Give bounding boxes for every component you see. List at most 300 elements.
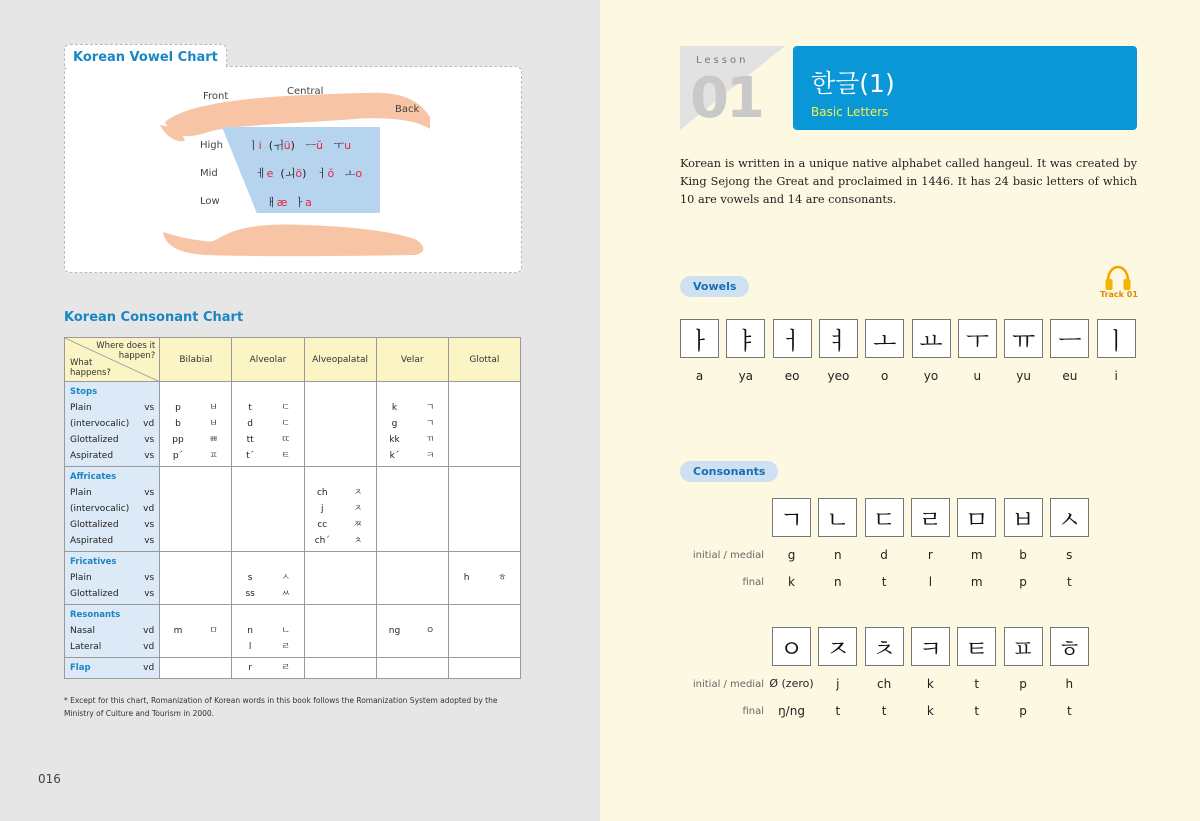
position-central: Central [287,86,324,97]
consonant-letter-box: ㅍ [1004,627,1043,666]
hangeul [484,432,520,448]
vowel-letter-box: ㅣ [1097,319,1136,358]
consonant-pair [377,485,448,501]
manner-label: Glottalized [70,520,119,530]
roman: tt [246,435,254,445]
roman [449,501,485,517]
roman: h [463,573,470,583]
vowel-romanization: eu [1062,369,1078,383]
consonant-pair [232,639,303,655]
consonant-pair [377,400,448,416]
hangeul: ㅎ [497,573,507,583]
vowel-glyph: ŭ [316,139,324,152]
height-mid: Mid [200,168,218,179]
vowel-romanization: u [973,369,982,383]
consonant-pair [160,501,231,517]
final-romanization: t [881,704,887,718]
initial-romanization: b [1019,548,1027,562]
final-label: final [742,706,764,717]
roman: p [175,403,181,413]
voicing: vs [144,536,155,546]
initial-romanization: j [836,677,840,691]
consonant-letter-box: ㄷ [865,498,904,537]
roman [160,501,196,517]
final-romanization: p [1019,575,1027,589]
vowel-letter-box: ㅠ [1004,319,1043,358]
corner-bottom-label: What happens? [70,358,111,378]
position-front: Front [203,91,229,102]
lesson-title-box [793,46,1137,130]
vowel-glyph: ㅓ [306,167,328,180]
consonant-pair [160,416,231,432]
consonant-pair [305,501,376,517]
consonant-pair [449,485,520,501]
voicing: vd [143,626,155,636]
spacer [449,607,520,623]
roman: pp [172,435,184,445]
consonant-pair [160,533,231,549]
hangeul: ㅌ [281,451,291,461]
consonant-pair [232,623,303,639]
roman [160,485,196,501]
manner-label: Plain [70,488,92,498]
place-cell [160,658,232,679]
consonant-pair [449,533,520,549]
consonant-letter-box: ㅋ [911,627,950,666]
hangeul [484,416,520,432]
consonant-pair [449,517,520,533]
vowel-glyph: ㅏ [287,196,306,209]
place-cell [448,382,520,467]
hangeul [340,639,376,655]
consonant-pair [232,586,303,602]
corner-header [65,338,160,382]
hangeul [412,639,448,655]
voicing: vd [143,642,155,652]
hangeul [340,660,376,676]
manner-label: Aspirated [70,536,114,546]
consonant-pair [232,400,303,416]
roman [377,586,413,602]
consonant-pair [377,517,448,533]
spacer [377,554,448,570]
hangeul [412,517,448,533]
consonant-pair [449,639,520,655]
manner-line [70,533,154,549]
consonant-pair [305,623,376,639]
hangeul: ㅉ [353,520,363,530]
roman [449,639,485,655]
final-romanization: p [1019,704,1027,718]
roman [449,485,485,501]
manner-line [70,623,154,639]
final-label: final [742,577,764,588]
manner-label: (intervocalic) [70,419,130,429]
consonants-label: Consonants [680,461,778,482]
initial-medial-label: initial / medial [692,679,764,690]
voicing: vs [144,589,155,599]
consonant-table [64,337,521,679]
manner-label: (intervocalic) [70,504,130,514]
roman [160,586,196,602]
vowel-glyph: e [266,167,274,180]
hangeul [484,485,520,501]
hangeul [484,400,520,416]
place-cell [232,658,304,679]
consonant-pair [377,501,448,517]
place-cell [448,467,520,552]
initial-romanization: p [1019,677,1027,691]
vowel-glyph: ㅐ [266,196,277,209]
roman [449,660,485,676]
col-alveolar: Alveolar [232,338,304,382]
voicing: vs [144,573,155,583]
consonant-pair [377,570,448,586]
manner-label: Plain [70,403,92,413]
consonant-pair [232,485,303,501]
voicing: vs [144,435,155,445]
manner-line [70,570,154,586]
vowel-letter-box: ㅜ [958,319,997,358]
vowel-glyph: ö [295,167,303,180]
intro-paragraph: Korean is written in a unique native alphabet called hangeul. It was created by King Sejong the Great and proclaimed in 1446. It has 24 basic letters of which 10 are vowels and 14 are consonants. [680,157,1137,206]
row-label-cell [65,382,160,467]
roman [160,570,196,586]
roman [449,586,485,602]
page-number: 016 [38,772,61,786]
final-romanization: k [926,704,934,718]
place-cell [304,658,376,679]
hangeul [412,660,448,676]
roman: t´ [246,451,255,461]
hangeul [412,485,448,501]
hangeul [196,570,232,586]
consonant-pair [377,533,448,549]
consonant-pair [232,660,303,676]
consonant-letter-box: ㅂ [1004,498,1043,537]
voicing: vd [143,504,155,514]
hangeul [412,586,448,602]
vowel-glyph: ㅣ [248,139,259,152]
roman [377,639,413,655]
roman [449,416,485,432]
consonant-pair [449,432,520,448]
hangeul [484,660,520,676]
vowels-label: Vowels [680,276,749,297]
place-cell [160,467,232,552]
place-cell [232,382,304,467]
spacer [377,469,448,485]
consonant-pair [305,485,376,501]
vowel-glyph: ㅟ [273,139,284,152]
roman: ss [245,589,255,599]
roman [160,533,196,549]
vowel-chart-title: Korean Vowel Chart [64,44,227,68]
col-glottal: Glottal [448,338,520,382]
place-cell [304,467,376,552]
place-cell [232,467,304,552]
height-high: High [200,140,223,151]
hangeul: ㅋ [425,451,435,461]
roman [449,517,485,533]
vowel-romanization: yu [1016,369,1031,383]
spacer [305,554,376,570]
roman [305,448,341,464]
roman [377,517,413,533]
consonant-pair [160,623,231,639]
spacer [449,554,520,570]
hangeul: ㄱ [425,419,435,429]
vowel-row-low [266,194,312,210]
hangeul: ㄷ [281,403,291,413]
vowel-letter-box: ㅛ [912,319,951,358]
roman [305,639,341,655]
row-label-cell [65,658,160,679]
hangeul [196,660,232,676]
initial-romanization: r [927,548,933,562]
manner-label: Aspirated [70,451,114,461]
roman [377,485,413,501]
voicing: vs [144,403,155,413]
consonant-pair [160,448,231,464]
consonant-pair [160,570,231,586]
vowel-glyph: ŏ [327,167,335,180]
hangeul [268,533,304,549]
place-cell [448,658,520,679]
roman: r [248,663,252,673]
consonant-pair [232,570,303,586]
voicing: vs [144,488,155,498]
roman [377,660,413,676]
hangeul: ㄲ [425,435,435,445]
place-cell [160,552,232,605]
manner-line [70,432,154,448]
group-row [65,467,521,552]
consonant-letter-box: ㄱ [772,498,811,537]
consonant-pair [305,400,376,416]
vowel-romanization: yeo [827,369,850,383]
spacer [160,384,231,400]
place-cell [232,552,304,605]
roman [377,570,413,586]
manner-label: Plain [70,573,92,583]
manner-line [70,501,154,517]
roman [305,416,341,432]
group-name: Affricates [70,472,117,482]
hangeul [484,533,520,549]
roman [449,533,485,549]
initial-romanization: n [833,548,842,562]
footnote: * Except for this chart, Romanization of Korean words in this book follows the Romanization System adopted by the Ministry of Culture and Tourism in 2000. [64,696,498,718]
vowel-letter-box: ㅡ [1050,319,1089,358]
spacer [232,554,303,570]
hangeul [340,586,376,602]
spacer [377,384,448,400]
vowel-row-mid [256,165,362,181]
roman: l [248,642,252,652]
roman [305,586,341,602]
consonant-pair [377,586,448,602]
roman: p´ [172,451,184,461]
consonant-letter-box: ㅎ [1050,627,1089,666]
vowel-letter-box: ㅕ [819,319,858,358]
consonant-pair [449,623,520,639]
vowel-glyph: a [305,196,312,209]
place-cell [448,605,520,658]
manner-line [70,416,154,432]
initial-romanization: ch [876,677,892,691]
manner-line [70,400,154,416]
col-velar: Velar [376,338,448,382]
vowel-glyph: ) [302,167,307,180]
hangeul [268,517,304,533]
group-name: Stops [70,387,98,397]
vowel-romanization: yo [923,369,939,383]
consonant-letter-box: ㅈ [818,627,857,666]
hangeul [484,639,520,655]
initial-romanization: k [926,677,934,691]
hangeul: ㅊ [353,536,363,546]
height-low: Low [200,196,220,207]
group-row [65,382,521,467]
hangeul: ㅅ [281,573,291,583]
hangeul [340,623,376,639]
consonant-pair [377,639,448,655]
roman: d [247,419,253,429]
roman [305,432,341,448]
initial-romanization: g [787,548,796,562]
vowel-glyph: ㅜ [323,139,345,152]
row-label-cell [65,605,160,658]
hangeul [484,517,520,533]
place-cell [304,605,376,658]
roman [232,517,268,533]
final-romanization: t [835,704,841,718]
final-romanization: t [1066,575,1072,589]
group-name: Fricatives [70,557,117,567]
hangeul: ㄸ [281,435,291,445]
vowel-glyph: i [258,139,262,152]
consonant-pair [449,501,520,517]
consonant-pair [160,432,231,448]
hangeul [340,400,376,416]
consonant-pair [232,448,303,464]
consonant-pair [377,416,448,432]
voicing: vd [143,663,155,673]
vowel-glyph: æ [276,196,288,209]
vowel-glyph: ( [273,167,285,180]
manner-line [70,485,154,501]
manner-label: Lateral [70,642,102,652]
consonant-pair [305,517,376,533]
roman [449,448,485,464]
final-romanization: t [1066,704,1072,718]
spacer [305,384,376,400]
consonant-pair [305,432,376,448]
spacer [160,469,231,485]
place-cell [304,382,376,467]
final-romanization: k [788,575,795,589]
final-romanization: l [928,575,933,589]
consonant-letter-box: ㄴ [818,498,857,537]
group-row [65,605,521,658]
initial-romanization: d [880,548,888,562]
spacer [449,469,520,485]
hangeul [196,586,232,602]
consonant-pair [160,517,231,533]
hangeul [484,586,520,602]
place-cell [160,382,232,467]
initial-romanization: Ø (zero) [769,677,814,690]
consonant-pair [305,448,376,464]
lesson-subtitle: Basic Letters [811,105,889,119]
roman: m [173,626,183,636]
vowel-glyph: ㅔ [256,167,267,180]
roman [449,623,485,639]
hangeul: ㅈ [353,504,363,514]
initial-romanization: t [974,677,980,691]
vowel-glyph: u [344,139,352,152]
consonant-pair [232,416,303,432]
spacer [232,384,303,400]
roman: t [248,403,252,413]
vowel-glyph: o [355,167,363,180]
roman [305,570,341,586]
consonant-letter-box: ㄹ [911,498,950,537]
consonant-pair [160,660,231,676]
consonant-pair [449,416,520,432]
hangeul: ㅇ [425,626,435,636]
vowel-row-high [248,137,351,153]
vowel-letter-box: ㅏ [680,319,719,358]
hangeul [412,570,448,586]
position-back: Back [395,104,420,115]
consonant-pair [160,639,231,655]
consonant-letter-box: ㅌ [957,627,996,666]
consonant-pair [305,586,376,602]
manner-line [70,517,154,533]
lesson-number: 01 [690,66,762,131]
consonant-pair [305,416,376,432]
hangeul: ㄴ [281,626,291,636]
manner-label: Glottalized [70,435,119,445]
place-cell [376,605,448,658]
consonant-pair [305,660,376,676]
hangeul [196,501,232,517]
manner-line [70,639,154,655]
place-cell [160,605,232,658]
roman [160,517,196,533]
hangeul [268,501,304,517]
hangeul [196,533,232,549]
consonant-pair [449,448,520,464]
row-label-cell [65,467,160,552]
consonant-pair [449,586,520,602]
spacer [232,469,303,485]
roman [305,400,341,416]
hangeul [412,533,448,549]
col-bilabial: Bilabial [160,338,232,382]
consonant-pair [160,586,231,602]
place-cell [304,552,376,605]
consonant-pair [232,517,303,533]
vowel-letter-box: ㅑ [726,319,765,358]
headphones-icon[interactable] [1104,265,1132,291]
roman: ch [316,488,328,498]
consonant-letter-box: ㅊ [865,627,904,666]
hangeul [196,485,232,501]
roman [232,485,268,501]
